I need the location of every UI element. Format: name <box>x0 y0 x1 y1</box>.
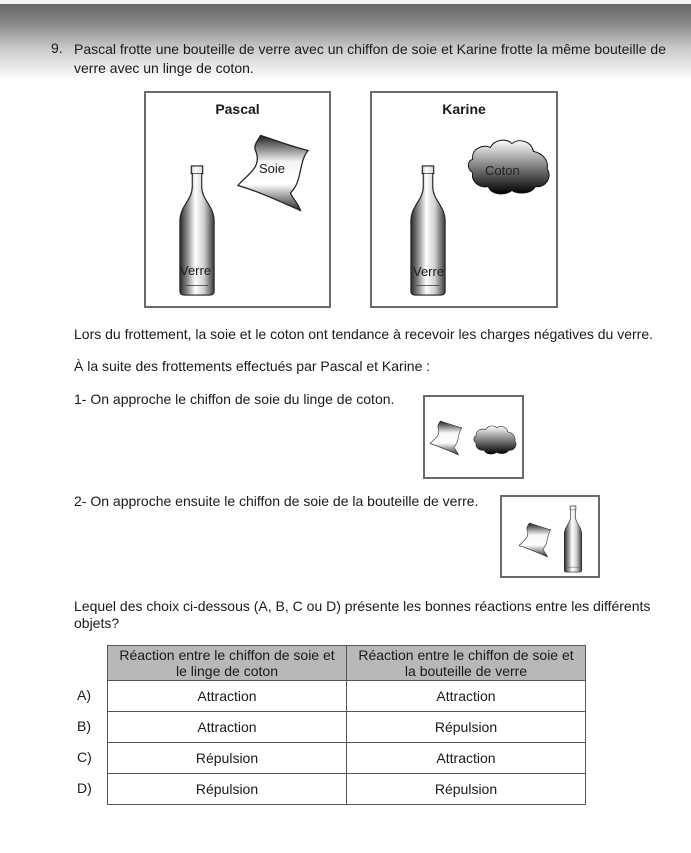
table-header-soie-verre: Réaction entre le chiffon de soie et la bouteille de verre <box>347 646 586 681</box>
table-header-row <box>108 646 586 681</box>
charge-info: Lors du frottement, la soie et le coton ont tendance à recevoir les charges négatives du verre. <box>74 326 653 342</box>
bottle-icon <box>562 505 584 573</box>
step-1: 1- On approche le chiffon de soie du linge de coton. <box>74 391 395 407</box>
step-2: 2- On approche ensuite le chiffon de soie de la bouteille de verre. <box>74 493 479 509</box>
question-number: 9. <box>51 40 63 56</box>
cloth-label: Coton <box>485 163 520 178</box>
table-row[interactable] <box>108 743 586 774</box>
cloth-label: Soie <box>259 161 286 176</box>
table-cell: Attraction <box>347 743 586 774</box>
answer-table <box>107 645 586 805</box>
table-cell: Répulsion <box>108 774 347 805</box>
table-row[interactable] <box>108 681 586 712</box>
figure-step-2 <box>500 495 600 578</box>
choice-label-b[interactable]: B) <box>77 718 91 734</box>
bottle-label: Verre <box>180 263 212 278</box>
intro-text: À la suite des frottements effectués par Pascal et Karine : <box>74 358 431 374</box>
silk-cloth-icon <box>429 419 463 457</box>
figure-karine-title: Karine <box>442 101 486 117</box>
figure-step-1 <box>423 395 524 479</box>
choice-label-a[interactable]: A) <box>77 687 91 703</box>
choice-label-d[interactable]: D) <box>77 780 92 796</box>
cotton-cloud-icon <box>471 423 517 457</box>
table-cell: Répulsion <box>347 774 586 805</box>
bottle-label: Verre <box>413 264 445 279</box>
silk-cloth-icon <box>518 521 552 559</box>
choice-label-c[interactable]: C) <box>77 749 92 765</box>
figure-pascal <box>144 91 331 308</box>
question-text: Pascal frotte une bouteille de verre avec un chiffon de soie et Karine frotte la même bouteille de verre avec un linge de coton. <box>74 41 666 76</box>
prompt-text: Lequel des choix ci-dessous (A, B, C ou D) présente les bonnes réactions entre les différents objets? <box>74 598 651 631</box>
table-cell: Attraction <box>108 681 347 712</box>
table-cell: Attraction <box>347 681 586 712</box>
table-row[interactable] <box>108 774 586 805</box>
table-cell: Attraction <box>108 712 347 743</box>
figure-pascal-title: Pascal <box>215 101 260 117</box>
table-cell: Répulsion <box>347 712 586 743</box>
table-cell: Répulsion <box>108 743 347 774</box>
figure-karine <box>370 91 558 308</box>
table-header-soie-coton: Réaction entre le chiffon de soie et le linge de coton <box>108 646 347 681</box>
table-row[interactable] <box>108 712 586 743</box>
